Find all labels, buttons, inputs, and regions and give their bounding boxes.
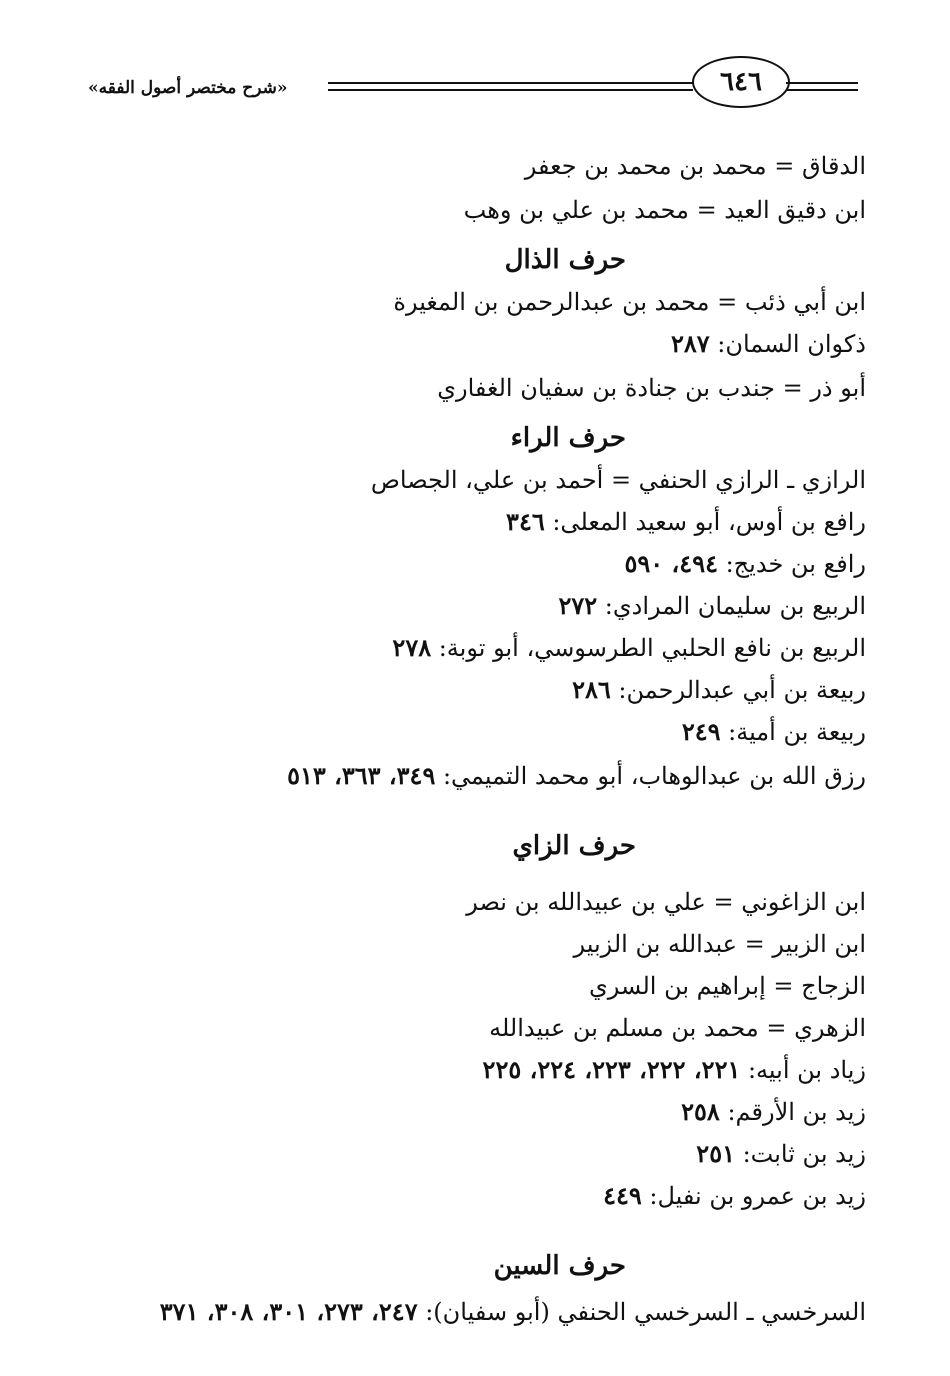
index-entry: زيد بن عمرو بن نفيل: ٤٤٩ [603,1181,866,1210]
index-entry: ابن الزبير = عبدالله بن الزبير [573,930,866,958]
section-heading: حرف الذال [504,245,626,275]
index-entry: الرازي ـ الرازي الحنفي = أحمد بن علي، الجصاص [370,466,866,494]
index-entry: ابن دقيق العيد = محمد بن علي بن وهب [463,196,866,224]
index-entry: رزق الله بن عبدالوهاب، أبو محمد التميمي: ٣٤٩، ٣٦٣، ٥١٣ [287,761,866,790]
index-entry: السرخسي ـ السرخسي الحنفي (أبو سفيان): ٢٤٧، ٢٧٣، ٣٠١، ٣٠٨، ٣٧١ [159,1297,866,1326]
index-entry: الربيع بن نافع الحلبي الطرسوسي، أبو توبة: ٢٧٨ [392,633,866,662]
index-entry: الزهري = محمد بن مسلم بن عبيدالله [489,1014,866,1042]
index-entry: ربيعة بن أمية: ٢٤٩ [681,717,866,746]
index-entry: زيد بن الأرقم: ٢٥٨ [681,1097,866,1126]
index-entry: أبو ذر = جندب بن جنادة بن سفيان الغفاري [437,374,866,402]
index-entry: ذكوان السمان: ٢٨٧ [670,329,866,358]
index-entry: زياد بن أبيه: ٢٢١، ٢٢٢، ٢٢٣، ٢٢٤، ٢٢٥ [482,1055,866,1084]
index-entry: ابن الزاغوني = علي بن عبيدالله بن نصر [466,888,866,916]
index-entry: الدقاق = محمد بن محمد بن جعفر [524,152,866,180]
index-content [76,0,866,1376]
section-heading: حرف الزاي [512,831,636,861]
index-entry: رافع بن أوس، أبو سعيد المعلى: ٣٤٦ [506,507,866,536]
page-number: ٦٤٦ [692,56,790,108]
section-heading: حرف السين [493,1251,626,1281]
book-title: «شرح مختصر أصول الفقه» [88,78,288,98]
index-entry: الزجاج = إبراهيم بن السري [589,972,866,1000]
index-entry: الربيع بن سليمان المرادي: ٢٧٢ [558,591,866,620]
index-entry: ربيعة بن أبي عبدالرحمن: ٢٨٦ [572,675,866,704]
section-heading: حرف الراء [510,423,626,453]
index-entry: ابن أبي ذئب = محمد بن عبدالرحمن بن المغيرة [393,288,866,316]
index-entry: زيد بن ثابت: ٢٥١ [696,1139,866,1168]
index-entry: رافع بن خديج: ٤٩٤، ٥٩٠ [624,549,866,578]
